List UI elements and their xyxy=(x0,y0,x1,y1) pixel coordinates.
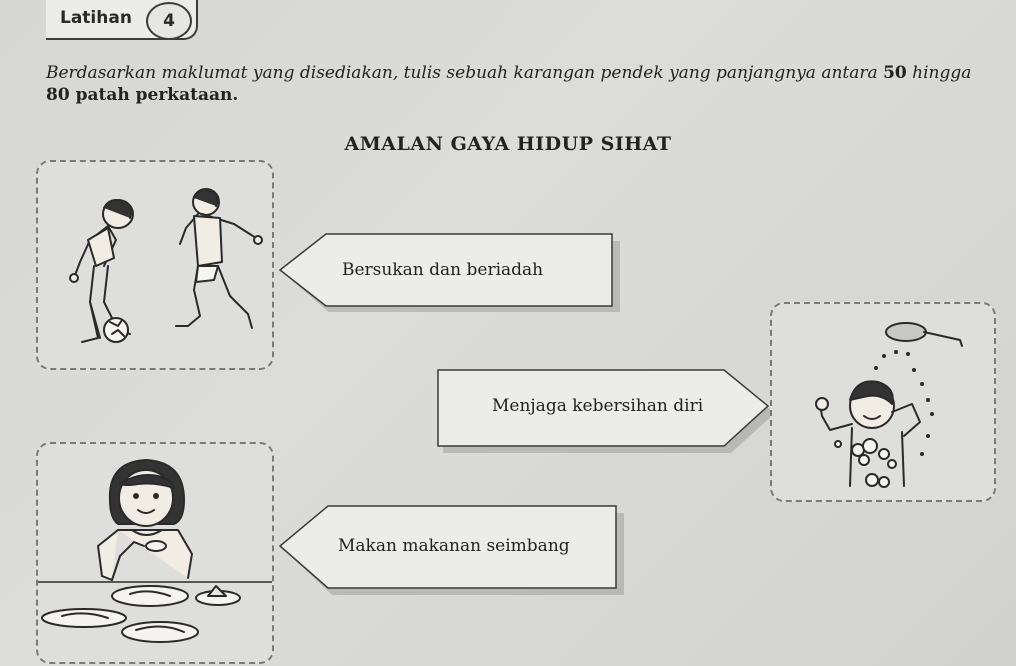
exercise-number: 4 xyxy=(146,2,192,40)
label-sports: Bersukan dan beriadah xyxy=(342,260,544,280)
instruction-part-1: Berdasarkan maklumat yang disediakan, tulis sebuah karangan pendek yang panjangnya antara xyxy=(46,63,884,83)
label-arrow-hygiene xyxy=(434,368,780,454)
boys-playing-football-illustration xyxy=(38,162,272,368)
label-arrow-meal xyxy=(276,504,626,596)
label-arrow-sports xyxy=(276,232,622,312)
football-picture xyxy=(36,160,274,370)
instruction-max-words: 80 xyxy=(46,85,70,105)
shower-picture xyxy=(770,302,996,502)
exercise-label: Latihan xyxy=(60,8,132,28)
girl-eating-meal-illustration xyxy=(38,444,272,662)
label-hygiene: Menjaga kebersihan diri xyxy=(492,396,704,416)
meal-picture xyxy=(36,442,274,664)
instruction-part-2: hingga xyxy=(906,63,972,83)
page-title: AMALAN GAYA HIDUP SIHAT xyxy=(344,133,672,155)
instruction-part-3: patah perkataan. xyxy=(69,85,239,105)
boy-showering-illustration xyxy=(772,304,994,500)
label-meal: Makan makanan seimbang xyxy=(338,536,570,556)
instruction-min-words: 50 xyxy=(883,63,907,83)
instruction-text xyxy=(46,62,996,106)
